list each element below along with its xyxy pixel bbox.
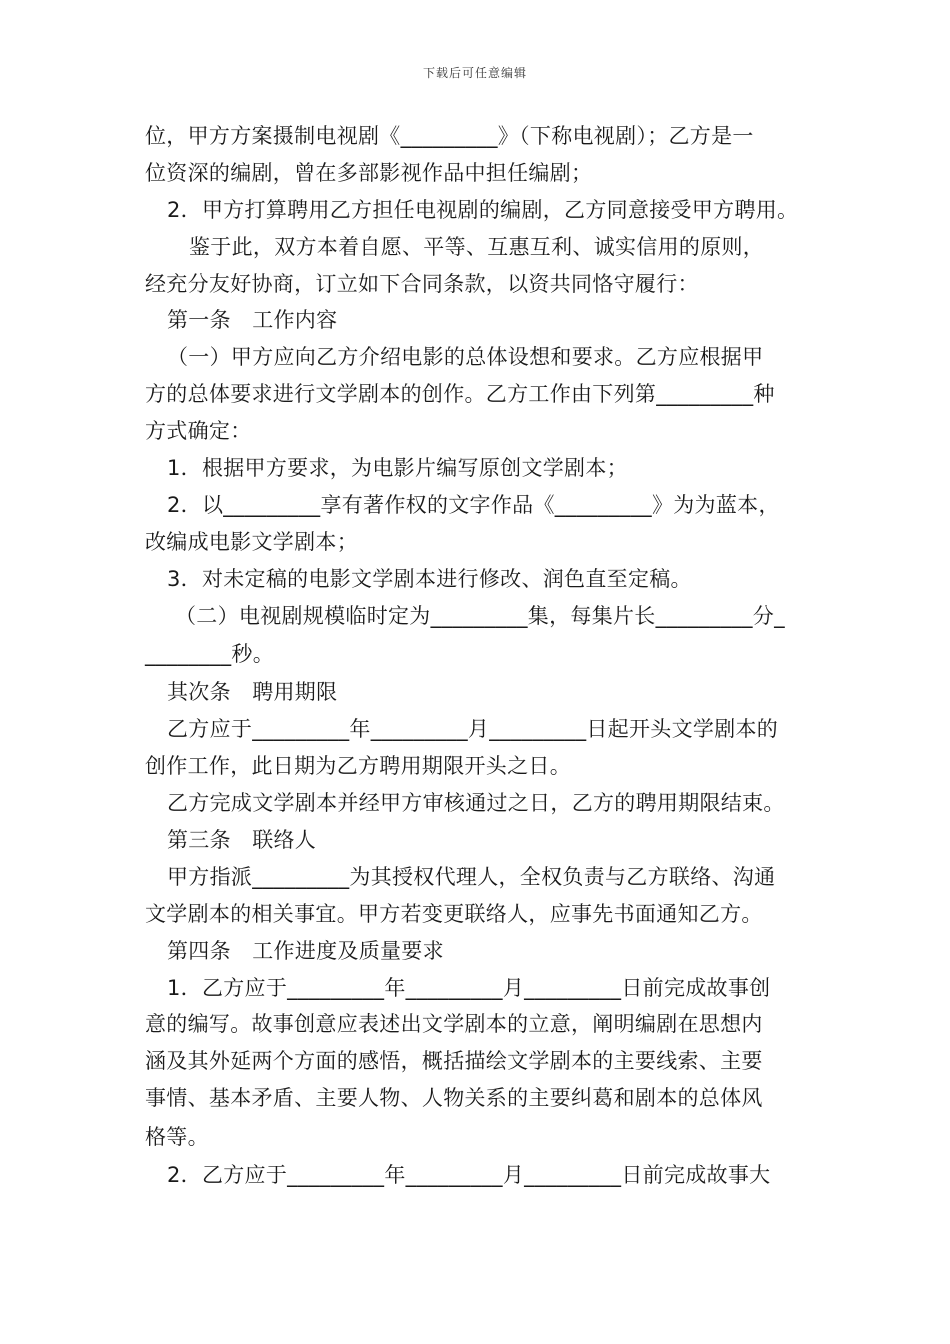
sub-clause: （一）甲方应向乙方介绍电影的总体设想和要求。乙方应根据甲 (167, 345, 764, 370)
numbered-clause: 2．甲方打算聘用乙方担任电视剧的编剧，乙方同意接受甲方聘用。 (167, 197, 799, 222)
numbered-clause: 2．乙方应于_________年_________月_________日前完成故事大 (167, 1163, 771, 1188)
body-line: 经充分友好协商，订立如下合同条款，以资共同恪守履行： (145, 271, 699, 296)
body-line: 乙方应于_________年_________月_________日起开头文学剧本的 (167, 717, 779, 742)
numbered-clause: 2．以_________享有著作权的文字作品《_________》为为蓝本， (167, 492, 780, 517)
body-line: 意的编写。故事创意应表述出文学剧本的立意，阐明编剧在思想内 (145, 1012, 763, 1037)
body-line: 方的总体要求进行文学剧本的创作。乙方工作由下列第_________种 (145, 382, 775, 407)
body-line: 创作工作，此日期为乙方聘用期限开头之日。 (145, 754, 571, 779)
body-line: 事情、基本矛盾、主要人物、人物关系的主要纠葛和剧本的总体风 (145, 1086, 763, 1111)
numbered-clause: 3．对未定稿的电影文学剧本进行修改、润色直至定稿。 (167, 566, 692, 591)
body-line: 甲方指派_________为其授权代理人，全权负责与乙方联络、沟通 (167, 864, 776, 889)
body-line: ________秒。 (145, 642, 274, 667)
page-header-note: 下载后可任意编辑 (422, 66, 527, 80)
body-line: 乙方完成文学剧本并经甲方审核通过之日，乙方的聘用期限结束。 (167, 791, 785, 816)
document-body (145, 118, 817, 1194)
body-line: 格等。 (145, 1125, 209, 1150)
body-line: 位资深的编剧，曾在多部影视作品中担任编剧； (145, 160, 593, 185)
numbered-clause: 1．乙方应于_________年_________月_________日前完成故事创 (167, 975, 771, 1000)
body-line: 方式确定： (145, 419, 252, 444)
sub-clause: （二）电视剧规模临时定为_________集，每集片长_________分_ (175, 603, 785, 628)
article-heading: 其次条 聘用期限 (167, 680, 338, 705)
body-line: 位，甲方方案摄制电视剧《_________》（下称电视剧）；乙方是一 (145, 124, 754, 148)
numbered-clause: 1．根据甲方要求，为电影片编写原创文学剧本； (167, 456, 628, 481)
body-line: 涵及其外延两个方面的感悟，概括描绘文学剧本的主要线索、主要 (145, 1049, 763, 1074)
body-line: 文学剧本的相关事宜。甲方若变更联络人，应事先书面通知乙方。 (145, 901, 763, 926)
article-heading: 第一条 工作内容 (167, 308, 338, 333)
body-line: 改编成电影文学剧本； (145, 529, 358, 554)
article-heading: 第三条 联络人 (167, 828, 317, 853)
article-heading: 第四条 工作进度及质量要求 (167, 938, 444, 963)
body-line: 鉴于此，双方本着自愿、平等、互惠互利、诚实信用的原则， (189, 234, 765, 259)
